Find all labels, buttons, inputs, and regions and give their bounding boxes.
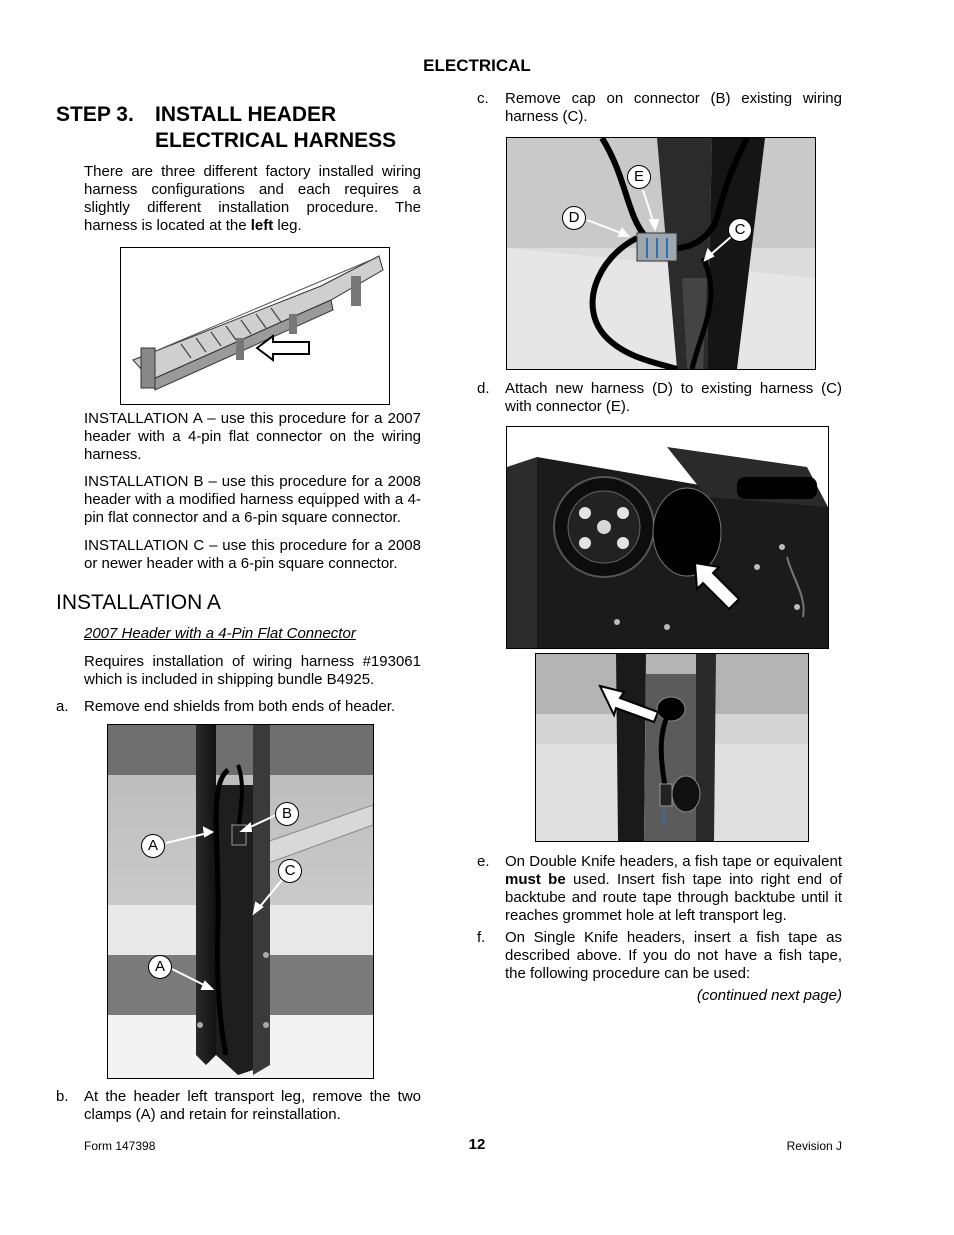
pulley-figure xyxy=(506,426,829,649)
callout-c-connector: C xyxy=(728,218,752,242)
step-e xyxy=(477,853,842,925)
connector-figure xyxy=(506,137,816,370)
requires-paragraph: Requires installation of wiring harness #193061 which is included in shipping bundle B4925. xyxy=(84,653,421,688)
footer-form: Form 147398 xyxy=(84,1139,156,1153)
step-e-letter: e. xyxy=(477,853,490,870)
callout-a-upper: A xyxy=(141,834,165,858)
step-f-text: On Single Knife headers, insert a fish tape as described above. If you do not have a fish tape, the following procedure can be used: xyxy=(505,929,842,982)
step-f-letter: f. xyxy=(477,929,486,946)
step-b-text: At the header left transport leg, remove the two clamps (A) and retain for reinstallation. xyxy=(84,1088,421,1123)
step-a-text: Remove end shields from both ends of header. xyxy=(84,698,396,715)
step-d xyxy=(477,380,842,420)
step-b xyxy=(56,1088,421,1128)
installation-c-paragraph: INSTALLATION C – use this procedure for a 2008 or newer header with a 6-pin square connector. xyxy=(84,537,421,572)
callout-a-lower: A xyxy=(148,955,172,979)
continued-note: (continued next page) xyxy=(696,987,842,1004)
installation-a-heading: INSTALLATION A xyxy=(56,591,221,614)
step-e-text: On Double Knife headers, a fish tape or equivalent must be used. Insert fish tape into right end of backtube and route tape through backtube until it reaches grommet hole at left transport leg. xyxy=(505,853,842,924)
step-b-letter: b. xyxy=(56,1088,69,1105)
step-a xyxy=(56,698,421,718)
step-a-letter: a. xyxy=(56,698,69,715)
installation-b-paragraph: INSTALLATION B – use this procedure for a 2008 header with a modified harness equipped with a 4-pin flat connector and a 6-pin square connector. xyxy=(84,473,421,526)
step-c-text: Remove cap on connector (B) existing wiring harness (C). xyxy=(505,90,842,125)
callout-e: E xyxy=(627,165,651,189)
step-title-line2: ELECTRICAL HARNESS xyxy=(155,129,397,152)
step-title xyxy=(56,102,396,154)
installation-a-paragraph: INSTALLATION A – use this procedure for a 2007 header with a 4-pin flat connector on the wiring harness. xyxy=(84,410,421,463)
transport-leg-figure xyxy=(107,724,374,1079)
section-header: ELECTRICAL xyxy=(423,56,531,75)
intro-paragraph: There are three different factory installed wiring harness configurations and each requires a slightly different installation procedure. The harness is located at the left leg. xyxy=(84,163,421,234)
footer-revision: Revision J xyxy=(786,1139,842,1153)
grommet-figure xyxy=(535,653,809,842)
page-number: 12 xyxy=(468,1136,486,1153)
step-c-letter: c. xyxy=(477,90,489,107)
step-c xyxy=(477,90,842,130)
step-title-line1: INSTALL HEADER xyxy=(155,103,337,126)
step-d-text: Attach new harness (D) to existing harness (C) with connector (E). xyxy=(505,380,842,415)
header-overview-figure xyxy=(120,247,390,405)
callout-c: C xyxy=(278,859,302,883)
step-d-letter: d. xyxy=(477,380,490,397)
step-number: STEP 3. xyxy=(56,103,134,126)
callout-b: B xyxy=(275,802,299,826)
step-f xyxy=(477,929,842,985)
callout-d: D xyxy=(562,206,586,230)
installation-a-subheading: 2007 Header with a 4-Pin Flat Connector xyxy=(84,625,356,642)
